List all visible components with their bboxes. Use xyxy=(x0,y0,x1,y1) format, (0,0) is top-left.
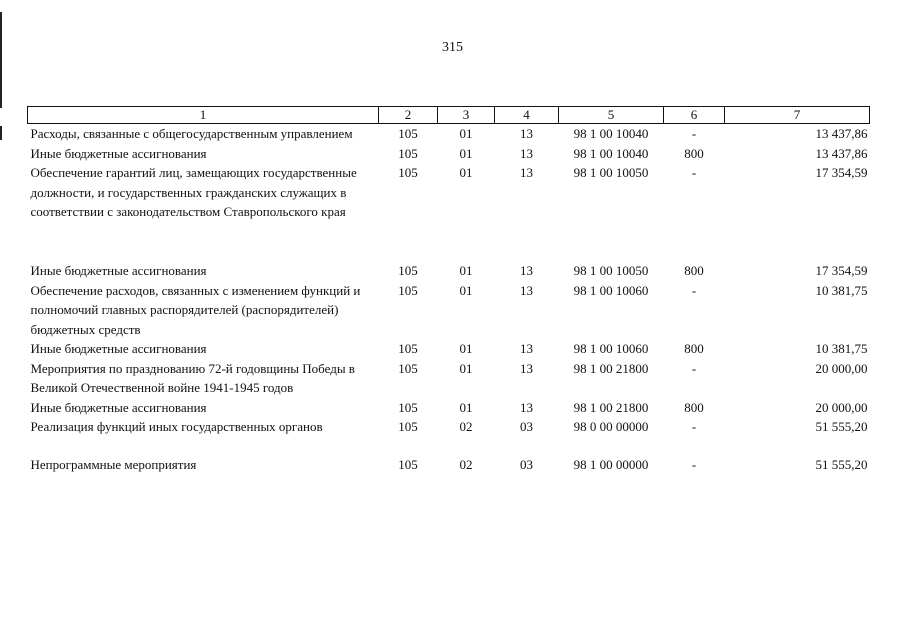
cell-amount: 20 000,00 xyxy=(815,360,868,376)
row-name: Непрограммные мероприятия xyxy=(30,457,197,472)
cell-code-4: 03 xyxy=(520,457,533,472)
table-row xyxy=(28,359,870,398)
cell-code-5: 98 1 00 10040 xyxy=(573,126,649,141)
table-row xyxy=(28,124,870,144)
cell-code-6: - xyxy=(691,419,697,434)
column-header: 7 xyxy=(725,107,870,124)
cell-amount: 13 437,86 xyxy=(815,126,868,141)
cell-amount: 51 555,20 xyxy=(815,457,868,472)
cell-code-4: 03 xyxy=(520,419,533,434)
cell-amount: 17 354,59 xyxy=(815,165,868,180)
cell-code-6: 800 xyxy=(684,341,704,356)
cell-code-2: 105 xyxy=(398,399,418,415)
row-name: Обеспечение гарантий лиц, замещающих государственные должности, и государственных гражданских служащих в соответствии с законодательством Ставропольского края xyxy=(30,165,357,219)
column-header: 1 xyxy=(28,107,379,124)
row-name: Иные бюджетные ассигнования xyxy=(30,263,207,278)
cell-code-3: 01 xyxy=(459,282,473,298)
cell-amount: 10 381,75 xyxy=(815,282,868,298)
column-header: 5 xyxy=(559,107,664,124)
cell-code-4: 13 xyxy=(520,282,533,298)
cell-code-4: 13 xyxy=(520,399,533,415)
table-row xyxy=(28,417,870,455)
cell-code-4: 13 xyxy=(520,145,533,161)
cell-code-2: 105 xyxy=(398,457,418,472)
column-header: 6 xyxy=(664,107,725,124)
cell-code-2: 105 xyxy=(398,126,418,141)
row-name: Иные бюджетные ассигнования xyxy=(30,145,207,161)
cell-code-2: 105 xyxy=(398,145,418,161)
cell-code-2: 105 xyxy=(398,419,418,434)
cell-code-6: - xyxy=(691,282,697,298)
cell-code-5: 98 1 00 00000 xyxy=(573,457,649,472)
cell-code-6: 800 xyxy=(684,399,704,415)
cell-amount: 20 000,00 xyxy=(815,399,868,415)
cell-amount: 51 555,20 xyxy=(815,419,868,434)
scan-edge-mark xyxy=(0,12,2,108)
cell-code-5: 98 1 00 21800 xyxy=(573,399,649,415)
cell-code-3: 01 xyxy=(459,341,473,356)
cell-code-4: 13 xyxy=(520,341,533,356)
cell-code-3: 01 xyxy=(459,263,473,278)
table-row xyxy=(28,455,870,475)
cell-code-2: 105 xyxy=(398,360,418,376)
table-row xyxy=(28,144,870,164)
budget-table-container xyxy=(27,106,869,475)
row-name: Расходы, связанные с общегосударственным управлением xyxy=(30,126,353,141)
cell-code-5: 98 1 00 10060 xyxy=(573,282,649,298)
cell-code-3: 01 xyxy=(459,126,473,141)
cell-code-5: 98 1 00 21800 xyxy=(573,360,649,376)
column-header: 4 xyxy=(495,107,559,124)
cell-code-5: 98 1 00 10050 xyxy=(573,165,649,180)
row-name: Иные бюджетные ассигнования xyxy=(30,399,207,415)
cell-code-5: 98 0 00 00000 xyxy=(573,419,649,434)
cell-code-6: - xyxy=(691,457,697,472)
cell-code-3: 01 xyxy=(459,145,473,161)
cell-code-3: 02 xyxy=(459,457,473,472)
row-name: Обеспечение расходов, связанных с изменением функций и полномочий главных распорядителей (распорядителей) бюджетных средств xyxy=(30,282,361,337)
cell-code-5: 98 1 00 10060 xyxy=(573,341,649,356)
cell-amount: 13 437,86 xyxy=(815,145,868,161)
cell-code-2: 105 xyxy=(398,165,418,180)
cell-code-4: 13 xyxy=(520,126,533,141)
cell-code-6: - xyxy=(691,360,697,376)
cell-code-3: 02 xyxy=(459,419,473,434)
cell-code-3: 01 xyxy=(459,399,473,415)
table-row xyxy=(28,261,870,281)
row-name: Реализация функций иных государственных органов xyxy=(30,419,323,434)
cell-code-6: - xyxy=(691,126,697,141)
cell-code-2: 105 xyxy=(398,282,418,298)
cell-amount: 17 354,59 xyxy=(815,263,868,278)
table-row xyxy=(28,339,870,359)
cell-code-4: 13 xyxy=(520,360,533,376)
column-header: 3 xyxy=(438,107,495,124)
cell-code-6: 800 xyxy=(684,145,704,161)
cell-code-5: 98 1 00 10050 xyxy=(573,263,649,278)
cell-code-6: - xyxy=(691,165,697,180)
cell-code-5: 98 1 00 10040 xyxy=(573,145,649,161)
page-number: 315 xyxy=(442,40,463,55)
cell-code-2: 105 xyxy=(398,341,418,356)
table-row xyxy=(28,398,870,418)
budget-table xyxy=(27,106,870,475)
cell-amount: 10 381,75 xyxy=(815,341,868,356)
table-row xyxy=(28,281,870,340)
cell-code-3: 01 xyxy=(459,360,473,376)
table-header-row xyxy=(28,107,870,124)
row-name: Мероприятия по празднованию 72-й годовщины Победы в Великой Отечественной войне 1941-1945 годов xyxy=(30,360,355,395)
row-name: Иные бюджетные ассигнования xyxy=(30,341,207,356)
cell-code-2: 105 xyxy=(398,263,418,278)
table-row xyxy=(28,163,870,261)
column-header: 2 xyxy=(379,107,438,124)
cell-code-4: 13 xyxy=(520,165,533,180)
scan-edge-mark xyxy=(0,126,2,140)
cell-code-4: 13 xyxy=(520,263,533,278)
cell-code-3: 01 xyxy=(459,165,473,180)
cell-code-6: 800 xyxy=(684,263,704,278)
